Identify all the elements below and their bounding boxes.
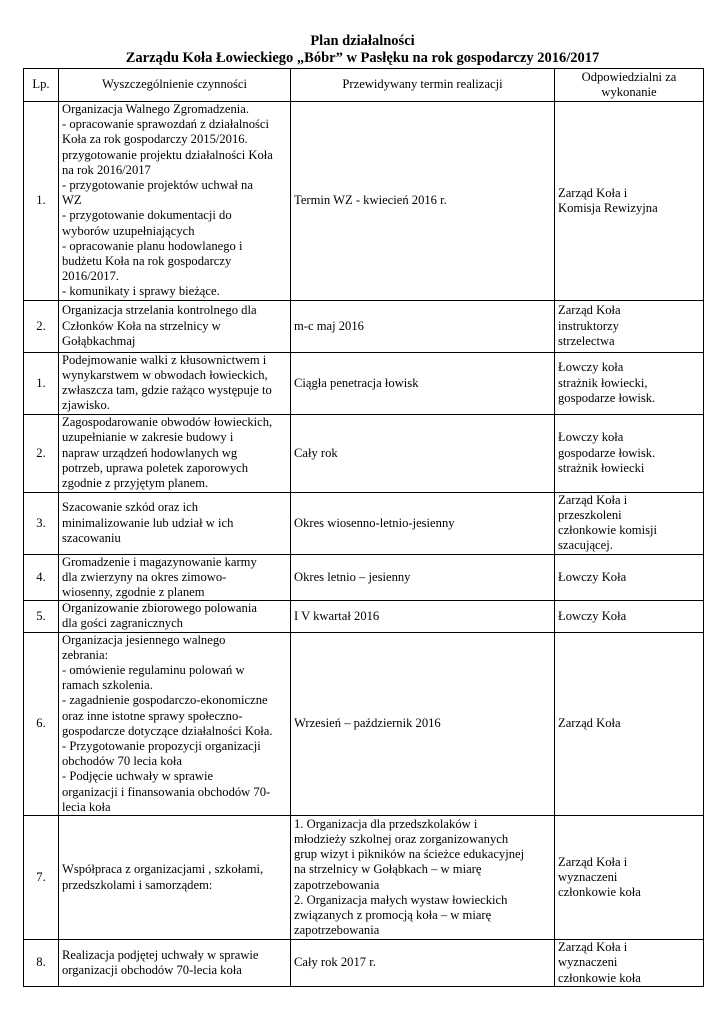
term-cell bbox=[291, 300, 555, 352]
description-cell bbox=[59, 352, 291, 414]
term-cell-line: Cały rok 2017 r. bbox=[294, 955, 376, 970]
header-lp: Lp. bbox=[24, 69, 59, 102]
responsible-cell-line: wyznaczeni bbox=[558, 955, 618, 970]
responsible-cell bbox=[555, 414, 704, 492]
description-cell-line: Podejmowanie walki z kłusownictwem i bbox=[62, 352, 267, 367]
description-cell-line: wynykarstwem w obwodach łowieckich, bbox=[62, 367, 268, 382]
term-cell bbox=[291, 102, 555, 301]
description-cell-line: oraz inne istotne sprawy społeczno- bbox=[62, 708, 243, 723]
term-cell-line: Wrzesień – październik 2016 bbox=[294, 716, 441, 731]
description-cell-line: - Przygotowanie propozycji organizacji bbox=[62, 739, 261, 754]
term-cell-line: 2. Organizacja małych wystaw łowieckich bbox=[294, 892, 508, 907]
responsible-cell-line: Łowczy koła bbox=[558, 360, 624, 375]
description-cell-line: Realizacja podjętej uchwały w sprawie bbox=[62, 947, 259, 962]
description-cell-line: dla zwierzyny na okres zimowo- bbox=[62, 569, 227, 584]
term-cell bbox=[291, 554, 555, 601]
table-row bbox=[24, 816, 704, 940]
description-cell-line: lecia koła bbox=[62, 799, 111, 814]
description-cell-line: zebrania: bbox=[62, 647, 109, 662]
description-cell bbox=[59, 816, 291, 940]
description-cell bbox=[59, 940, 291, 987]
responsible-cell bbox=[555, 102, 704, 301]
row-number-cell: 4. bbox=[24, 554, 59, 601]
document-title bbox=[0, 33, 725, 67]
description-cell-line: - opracowanie sprawozdań z działalności bbox=[62, 117, 270, 132]
responsible-cell bbox=[555, 632, 704, 815]
description-cell-line: uzupełnianie w zakresie budowy i bbox=[62, 430, 234, 445]
description-cell-line: - przygotowanie dokumentacji do bbox=[62, 208, 232, 223]
description-cell-line: dla gości zagranicznych bbox=[62, 616, 183, 631]
row-number-cell: 7. bbox=[24, 816, 59, 940]
responsible-cell-line: Łowczy Koła bbox=[558, 608, 627, 623]
description-cell-line: minimalizowanie lub udział w ich bbox=[62, 515, 234, 530]
description-cell-line: organizacji i finansowania obchodów 70- bbox=[62, 784, 271, 799]
description-cell-line: WZ bbox=[62, 193, 82, 208]
table-header-row bbox=[24, 69, 704, 102]
description-cell-line: - omówienie regulaminu polowań w bbox=[62, 663, 245, 678]
responsible-cell-line: wyznaczeni bbox=[558, 869, 618, 884]
description-cell-line: przedszkolami i samorządem: bbox=[62, 877, 213, 892]
responsible-cell-line: szacującej. bbox=[558, 538, 613, 553]
responsible-cell-line: strażnik łowiecki, bbox=[558, 375, 648, 390]
description-cell-line: obchodów 70 lecia koła bbox=[62, 754, 182, 769]
description-cell-line: potrzeb, uprawa poletek zaporowych bbox=[62, 460, 249, 475]
description-cell-line: Organizacja Walnego Zgromadzenia. bbox=[62, 102, 249, 116]
description-cell-line: Szacowanie szkód oraz ich bbox=[62, 500, 199, 515]
table-row bbox=[24, 492, 704, 554]
row-number-cell: 5. bbox=[24, 601, 59, 632]
term-cell bbox=[291, 492, 555, 554]
description-cell-line: wyborów uzupełniających bbox=[62, 223, 195, 238]
responsible-cell-line: członkowie koła bbox=[558, 970, 641, 985]
header-term: Przewidywany termin realizacji bbox=[291, 69, 555, 102]
header-description: Wyszczególnienie czynności bbox=[59, 69, 291, 102]
description-cell-line: Gromadzenie i magazynowanie karmy bbox=[62, 554, 257, 569]
term-cell-line: Cały rok bbox=[294, 445, 338, 460]
description-cell-line: Organizacja jesiennego walnego bbox=[62, 632, 226, 647]
description-cell-line: zwłaszcza tam, gdzie rażąco występuje to bbox=[62, 383, 272, 398]
description-cell-line: budżetu Koła na rok gospodarczy bbox=[62, 254, 232, 269]
description-cell-line: Zagospodarowanie obwodów łowieckich, bbox=[62, 415, 273, 430]
row-number-cell: 2. bbox=[24, 300, 59, 352]
term-cell-line: Okres letnio – jesienny bbox=[294, 569, 411, 584]
responsible-cell bbox=[555, 940, 704, 987]
description-cell-line: ramach szkolenia. bbox=[62, 678, 153, 693]
description-cell-line: zgodnie z przyjętym planem. bbox=[62, 475, 209, 490]
responsible-cell-line: strzelectwa bbox=[558, 333, 615, 348]
term-cell bbox=[291, 352, 555, 414]
responsible-cell-line: gospodarze łowisk. bbox=[558, 390, 656, 405]
responsible-cell-line: Zarząd Koła i bbox=[558, 492, 628, 507]
title-line-1: Plan działalności bbox=[310, 33, 415, 49]
description-cell bbox=[59, 554, 291, 601]
description-cell bbox=[59, 492, 291, 554]
responsible-cell-line: członkowie koła bbox=[558, 885, 641, 900]
term-cell-line: zapotrzebowania bbox=[294, 923, 380, 938]
table-row bbox=[24, 632, 704, 815]
description-cell bbox=[59, 414, 291, 492]
row-number-cell: 3. bbox=[24, 492, 59, 554]
term-cell bbox=[291, 940, 555, 987]
responsible-cell-line: Łowczy koła bbox=[558, 430, 624, 445]
description-cell bbox=[59, 300, 291, 352]
term-cell bbox=[291, 632, 555, 815]
table-row bbox=[24, 601, 704, 632]
responsible-cell-line: gospodarze łowisk. bbox=[558, 445, 656, 460]
term-cell-line: Okres wiosenno-letnio-jesienny bbox=[294, 515, 455, 530]
table-body bbox=[24, 102, 704, 987]
description-cell-line: - zagadnienie gospodarczo-ekonomiczne bbox=[62, 693, 268, 708]
description-cell bbox=[59, 632, 291, 815]
description-cell-line: Organizowanie zbiorowego polowania bbox=[62, 601, 257, 616]
responsible-cell-line: Zarząd Koła i bbox=[558, 940, 628, 955]
description-cell-line: Współpraca z organizacjami , szkołami, bbox=[62, 862, 264, 877]
responsible-cell-line: strażnik łowiecki bbox=[558, 460, 645, 475]
row-number-cell: 8. bbox=[24, 940, 59, 987]
term-cell-line: na strzelnicy w Gołąbkach – w miarę bbox=[294, 862, 482, 877]
description-cell-line: organizacji obchodów 70-lecia koła bbox=[62, 962, 242, 977]
responsible-cell-line: Zarząd Koła i bbox=[558, 185, 628, 200]
table-row bbox=[24, 300, 704, 352]
table-row bbox=[24, 554, 704, 601]
description-cell-line: przygotowanie projektu działalności Koła bbox=[62, 147, 273, 162]
term-cell-line: zapotrzebowania bbox=[294, 877, 380, 892]
description-cell-line: Gołąbkachmaj bbox=[62, 333, 136, 348]
description-cell-line: - Podjęcie uchwały w sprawie bbox=[62, 769, 214, 784]
responsible-cell-line: instruktorzy bbox=[558, 318, 619, 333]
description-cell-line: 2016/2017. bbox=[62, 269, 120, 284]
term-cell-line: grup wizyt i pikników na ścieżce edukacyjnej bbox=[294, 847, 525, 862]
description-cell-line: na rok 2016/2017 bbox=[62, 162, 151, 177]
table-row bbox=[24, 414, 704, 492]
table-row bbox=[24, 102, 704, 301]
table-row bbox=[24, 940, 704, 987]
description-cell-line: wiosenny, zgodnie z planem bbox=[62, 585, 205, 600]
description-cell-line: zjawisko. bbox=[62, 398, 110, 413]
responsible-cell-line: Komisja Rewizyjna bbox=[558, 200, 658, 215]
title-line-2: Zarządu Koła Łowieckiego „Bóbr” w Pasłęku na rok gospodarczy 2016/2017 bbox=[125, 50, 600, 66]
responsible-cell-line: przeszkoleni bbox=[558, 507, 622, 522]
header-responsible bbox=[555, 69, 704, 102]
responsible-cell bbox=[555, 300, 704, 352]
description-cell-line: szacowaniu bbox=[62, 530, 121, 545]
description-cell-line: Członków Koła na strzelnicy w bbox=[62, 318, 221, 333]
row-number-cell: 6. bbox=[24, 632, 59, 815]
responsible-cell-line: członkowie komisji bbox=[558, 523, 657, 538]
description-cell-line: Koła za rok gospodarczy 2015/2016. bbox=[62, 132, 248, 147]
header-responsible-line: Odpowiedzialni za bbox=[581, 69, 677, 84]
description-cell-line: napraw urządzeń hodowlanych wg bbox=[62, 445, 238, 460]
description-cell-line: - opracowanie planu hodowlanego i bbox=[62, 238, 243, 253]
table-row bbox=[24, 352, 704, 414]
activity-plan-table bbox=[23, 68, 704, 987]
term-cell-line: 1. Organizacja dla przedszkolaków i bbox=[294, 816, 478, 831]
term-cell-line: Termin WZ - kwiecień 2016 r. bbox=[294, 193, 447, 208]
description-cell-line: - przygotowanie projektów uchwał na bbox=[62, 178, 253, 193]
responsible-cell-line: Zarząd Koła i bbox=[558, 854, 628, 869]
description-cell bbox=[59, 102, 291, 301]
header-responsible-line: wykonanie bbox=[601, 85, 657, 99]
description-cell-line: gospodarcze dotyczące działalności Koła. bbox=[62, 723, 273, 738]
term-cell-line: Ciągła penetracja łowisk bbox=[294, 375, 419, 390]
responsible-cell-line: Zarząd Koła bbox=[558, 716, 621, 731]
term-cell-line: I V kwartał 2016 bbox=[294, 608, 380, 623]
responsible-cell bbox=[555, 492, 704, 554]
description-cell-line: - komunikaty i sprawy bieżące. bbox=[62, 284, 220, 299]
description-cell bbox=[59, 601, 291, 632]
responsible-cell bbox=[555, 816, 704, 940]
term-cell-line: m-c maj 2016 bbox=[294, 318, 364, 333]
row-number-cell: 1. bbox=[24, 352, 59, 414]
responsible-cell-line: Łowczy Koła bbox=[558, 569, 627, 584]
row-number-cell: 1. bbox=[24, 102, 59, 301]
responsible-cell bbox=[555, 601, 704, 632]
description-cell-line: Organizacja strzelania kontrolnego dla bbox=[62, 303, 257, 318]
term-cell bbox=[291, 414, 555, 492]
responsible-cell-line: Zarząd Koła bbox=[558, 303, 621, 318]
term-cell-line: związanych z promocją koła – w miarę bbox=[294, 908, 492, 922]
row-number-cell: 2. bbox=[24, 414, 59, 492]
term-cell-line: młodzieży szkolnej oraz zorganizowanych bbox=[294, 831, 509, 846]
term-cell bbox=[291, 816, 555, 940]
term-cell bbox=[291, 601, 555, 632]
responsible-cell bbox=[555, 352, 704, 414]
responsible-cell bbox=[555, 554, 704, 601]
